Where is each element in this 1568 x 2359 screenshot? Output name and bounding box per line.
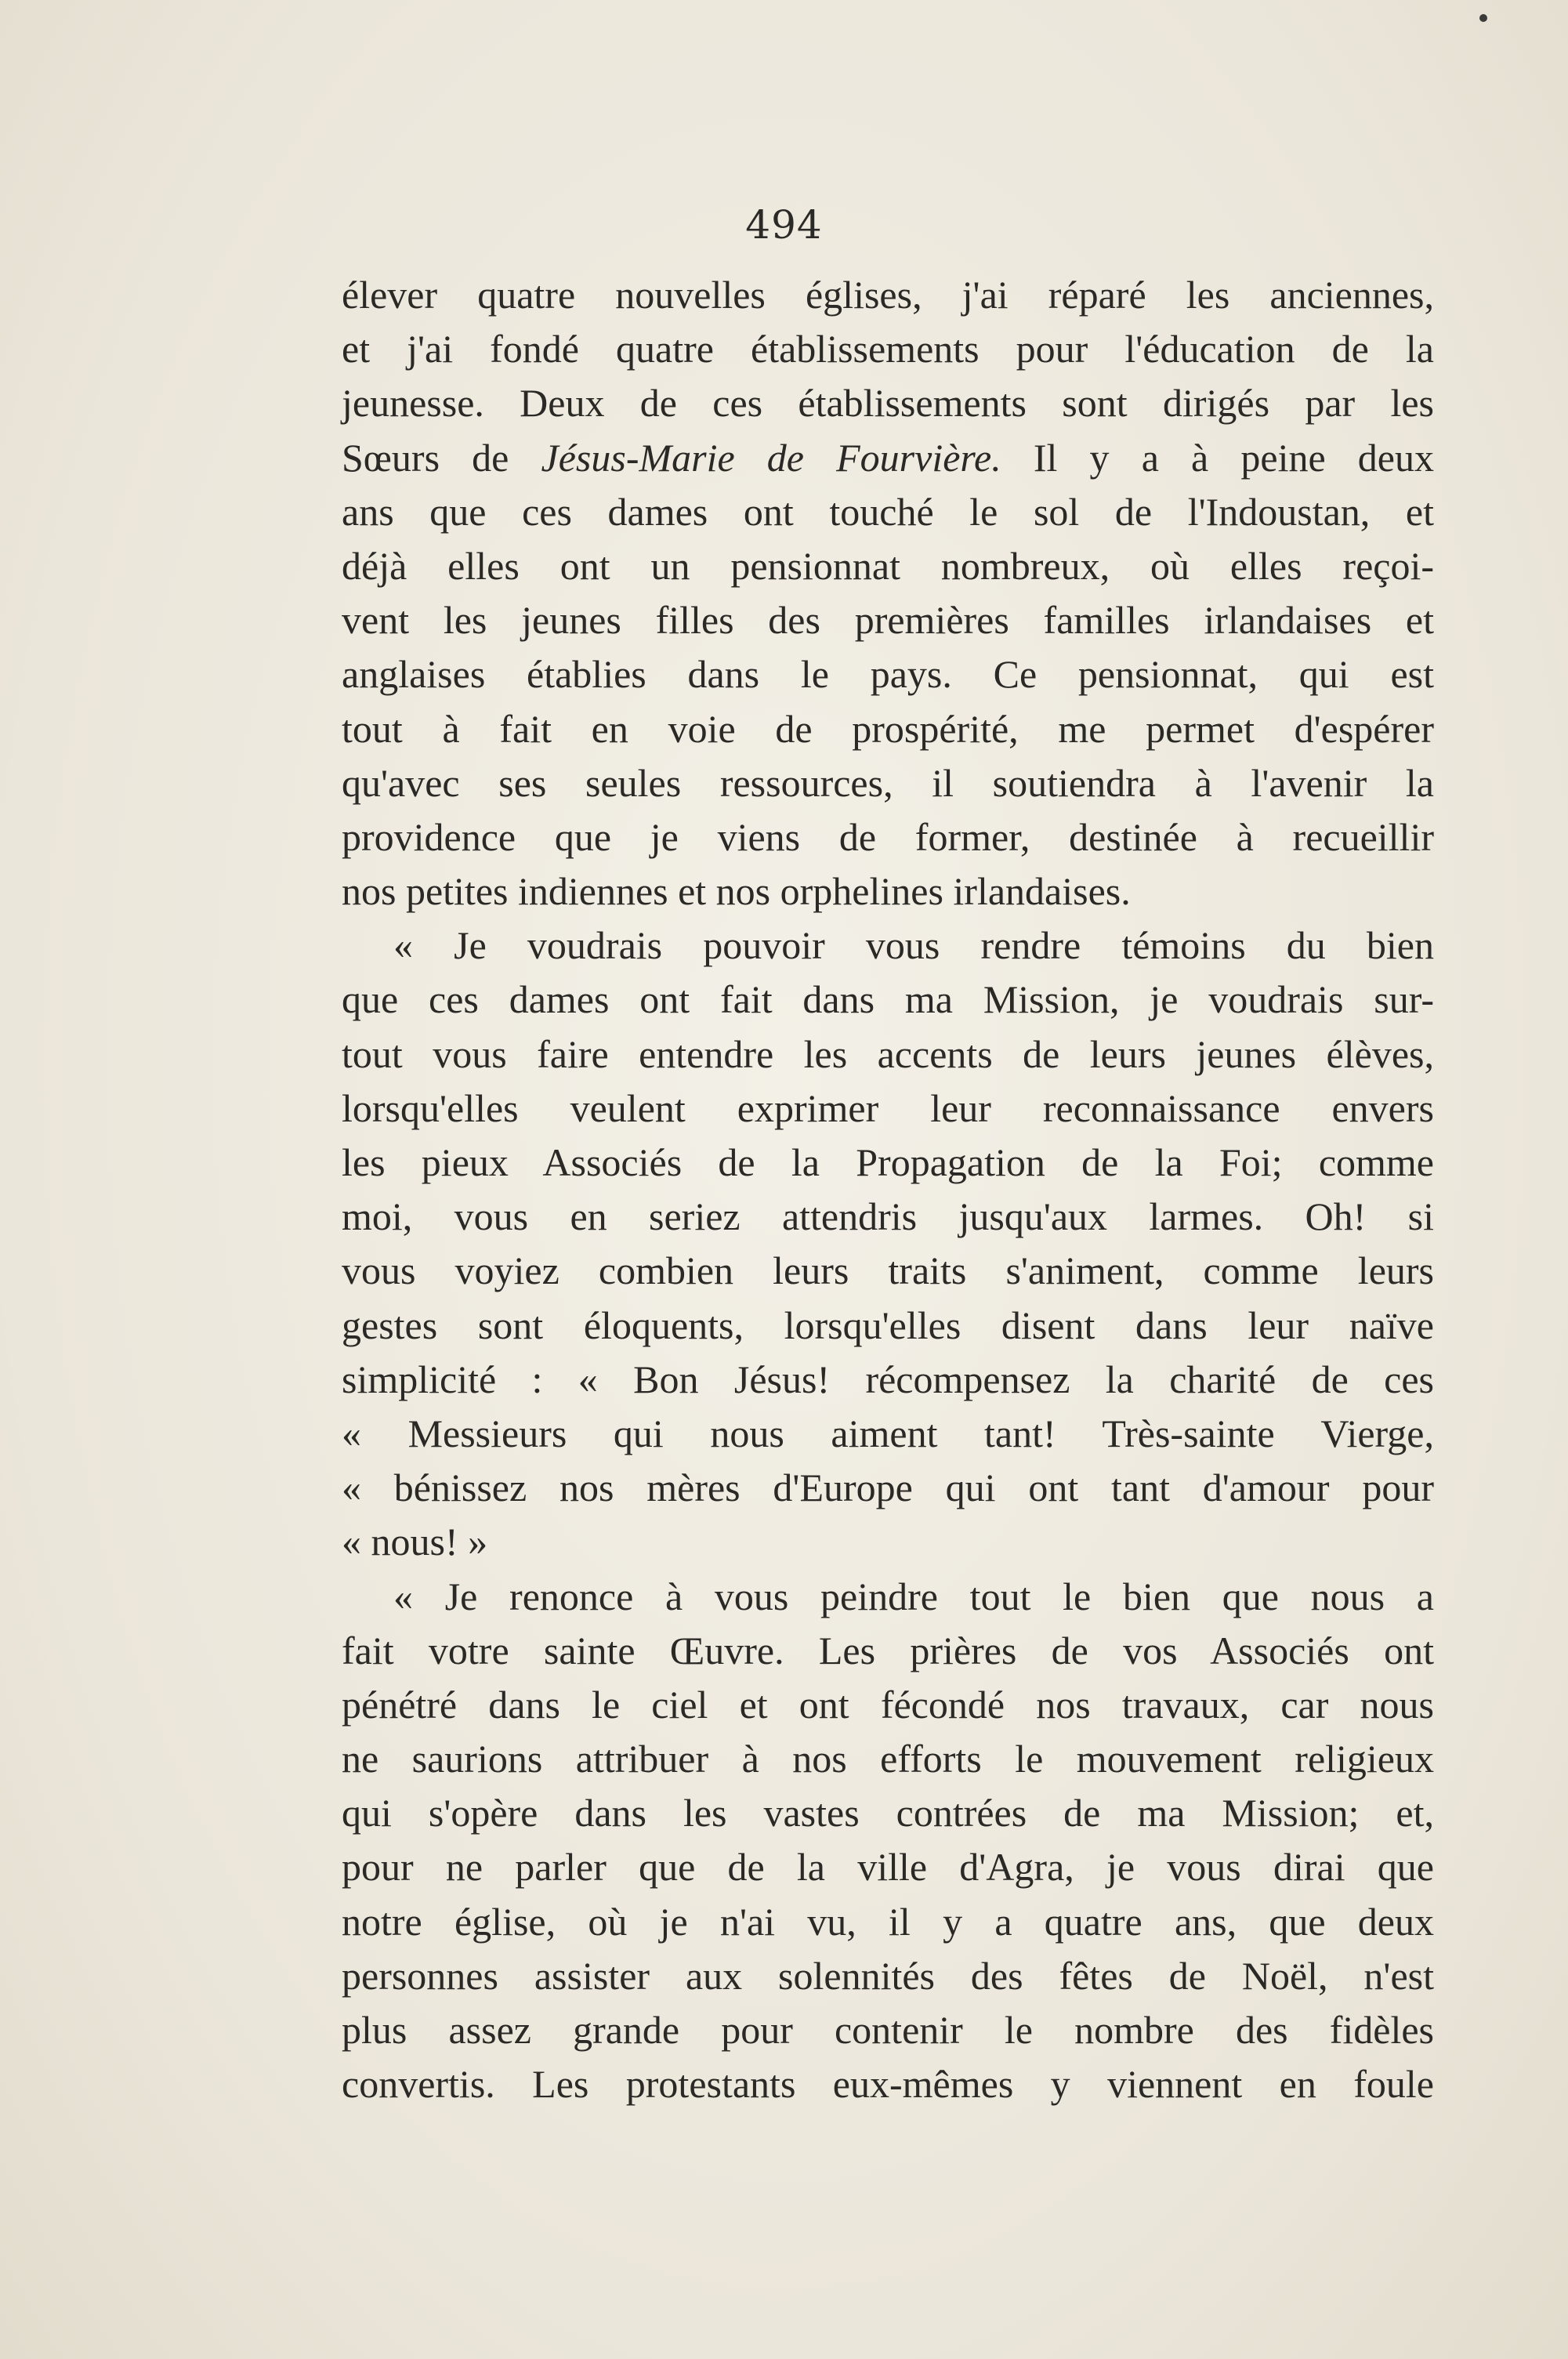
text-line-9: tout à fait en voie de prospérité, me permet d'espérer: [342, 706, 1434, 751]
text-line-4: [342, 431, 1434, 485]
text-line-18: moi, vous en seriez attendris jusqu'aux larmes. Oh! si: [342, 1194, 1434, 1239]
text-line-19: vous voyiez combien leurs traits s'animent, comme leurs: [342, 1248, 1434, 1293]
text-line-1: élever quatre nouvelles églises, j'ai réparé les anciennes,: [342, 273, 1434, 317]
text-line-6: déjà elles ont un pensionnat nombreux, où elles reçoi-: [342, 543, 1434, 588]
text-line-16: lorsqu'elles veulent exprimer leur reconnaissance envers: [342, 1085, 1434, 1130]
text-line-4-start: Sœurs de: [342, 435, 541, 480]
text-line-17: les pieux Associés de la Propagation de la Foi; comme: [342, 1140, 1434, 1184]
text-line-10: qu'avec ses seules ressources, il soutiendra à l'avenir la: [342, 760, 1434, 805]
text-line-4-end: Il y a à peine deux: [1001, 435, 1434, 480]
text-line-28: ne saurions attribuer à nos efforts le mouvement religieux: [342, 1737, 1434, 1781]
text-line-29: qui s'opère dans les vastes contrées de ma Mission; et,: [342, 1791, 1434, 1835]
ink-speck: [1479, 14, 1487, 22]
text-line-34: convertis. Les protestants eux-mêmes y viennent en foule: [342, 2062, 1434, 2107]
text-line-20: gestes sont éloquents, lorsqu'elles disent dans leur naïve: [342, 1303, 1434, 1347]
text-line-7: vent les jeunes filles des premières familles irlandaises et: [342, 598, 1434, 643]
text-line-13: « Je voudrais pouvoir vous rendre témoins du bien: [393, 923, 1434, 968]
text-line-23: « bénissez nos mères d'Europe qui ont tant d'amour pour: [342, 1466, 1434, 1510]
text-line-21: simplicité : « Bon Jésus! récompensez la charité de ces: [342, 1357, 1434, 1401]
text-line-15: tout vous faire entendre les accents de leurs jeunes élèves,: [342, 1031, 1434, 1076]
text-line-25: « Je renonce à vous peindre tout le bien que nous a: [393, 1574, 1434, 1618]
text-line-33: plus assez grande pour contenir le nombre des fidèles: [342, 2008, 1434, 2052]
body-text: [342, 268, 1434, 2111]
italic-congregation-name: Jésus-Marie de Fourvière.: [541, 435, 1001, 480]
text-line-24: « nous! »: [342, 1520, 488, 1564]
text-line-14: que ces dames ont fait dans ma Mission, je voudrais sur-: [342, 977, 1434, 1022]
page-number: 494: [745, 202, 823, 248]
text-line-22: « Messieurs qui nous aiment tant! Très-sainte Vierge,: [342, 1411, 1434, 1455]
text-line-31: notre église, où je n'ai vu, il y a quatre ans, que deux: [342, 1899, 1434, 1944]
text-line-26: fait votre sainte Œuvre. Les prières de vos Associés ont: [342, 1628, 1434, 1672]
text-line-3: jeunesse. Deux de ces établissements sont dirigés par les: [342, 381, 1434, 426]
text-line-5: ans que ces dames ont touché le sol de l'Indoustan, et: [342, 489, 1434, 534]
text-line-12: nos petites indiennes et nos orphelines irlandaises.: [342, 869, 1131, 914]
text-line-27: pénétré dans le ciel et ont fécondé nos travaux, car nous: [342, 1682, 1434, 1727]
text-line-11: providence que je viens de former, destinée à recueillir: [342, 814, 1434, 859]
text-line-30: pour ne parler que de la ville d'Agra, je vous dirai que: [342, 1845, 1434, 1890]
text-line-2: et j'ai fondé quatre établissements pour l'éducation de la: [342, 327, 1434, 371]
text-line-32: personnes assister aux solennités des fêtes de Noël, n'est: [342, 1953, 1434, 1998]
text-line-8: anglaises établies dans le pays. Ce pensionnat, qui est: [342, 652, 1434, 697]
